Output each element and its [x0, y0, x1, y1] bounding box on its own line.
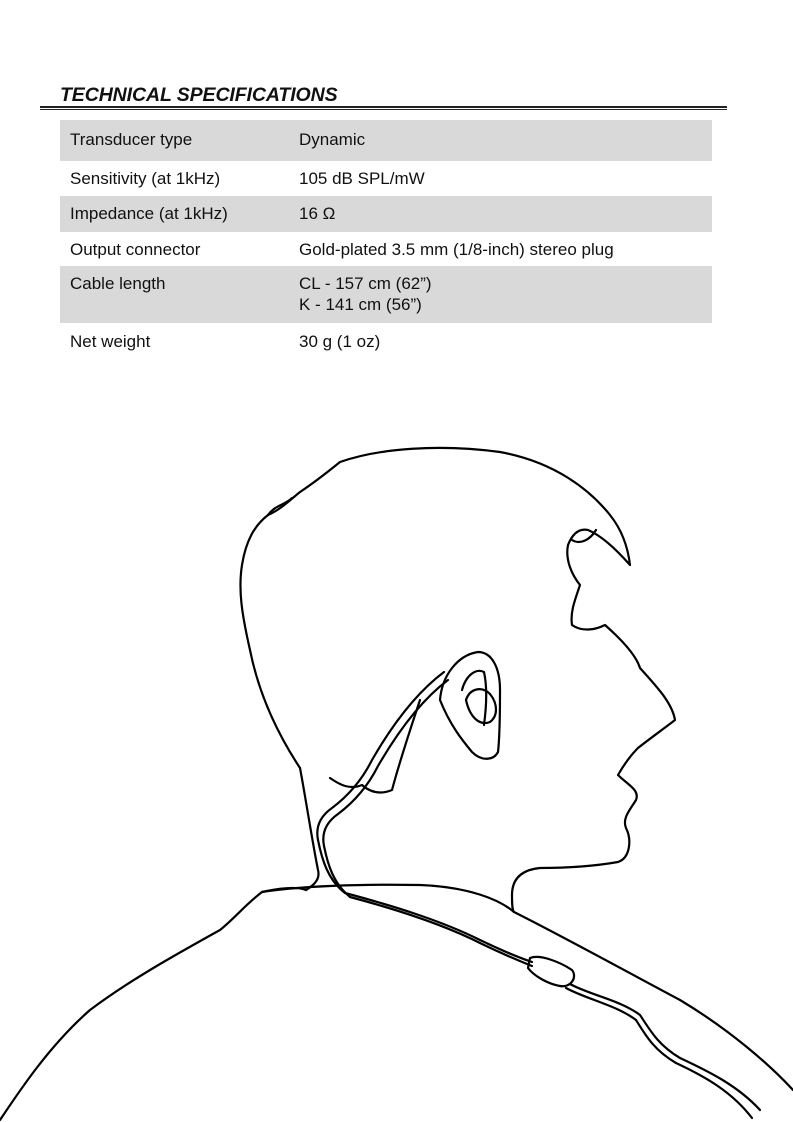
spec-row-impedance: [60, 196, 712, 232]
spec-value: 30 g (1 oz): [299, 332, 381, 351]
spec-row-sensitivity: [60, 161, 712, 196]
spec-value-line: K - 141 cm (56”): [299, 295, 422, 314]
spec-value: [289, 266, 712, 323]
spec-label: Impedance (at 1kHz): [60, 196, 289, 232]
hairline: [330, 700, 420, 792]
spec-label: Cable length: [60, 266, 289, 323]
lower-cable: [570, 984, 760, 1110]
section-title: TECHNICAL SPECIFICATIONS: [60, 84, 338, 106]
title-rule-thin: [40, 109, 727, 110]
spec-label: Net weight: [70, 332, 151, 351]
neck-line: [300, 768, 319, 890]
lower-cable: [566, 988, 752, 1118]
spec-value: Gold-plated 3.5 mm (1/8-inch) stereo plug: [299, 240, 614, 259]
spec-row-net-weight: [60, 323, 712, 361]
head-outline: [240, 448, 675, 912]
earbud: [466, 689, 496, 723]
spec-value: 16 Ω: [289, 196, 712, 232]
spec-label: Sensitivity (at 1kHz): [70, 169, 221, 188]
shoulder-outline: [0, 885, 793, 1120]
title-rule: [40, 106, 727, 108]
hair-detail: [268, 498, 292, 515]
spec-row-transducer-type: [60, 120, 712, 161]
ear-outline: [440, 652, 500, 759]
spec-value-line: CL - 157 cm (62”): [299, 274, 432, 293]
specifications-table: [60, 120, 712, 361]
spec-value: Dynamic: [289, 120, 712, 161]
spec-row-cable-length: [60, 266, 712, 323]
earphone-wearing-illustration: [0, 400, 793, 1122]
cable-splitter: [528, 957, 574, 986]
spec-label: Output connector: [70, 240, 201, 259]
spec-row-output-connector: [60, 232, 712, 266]
spec-value: 105 dB SPL/mW: [299, 169, 425, 188]
spec-label: Transducer type: [60, 120, 289, 161]
